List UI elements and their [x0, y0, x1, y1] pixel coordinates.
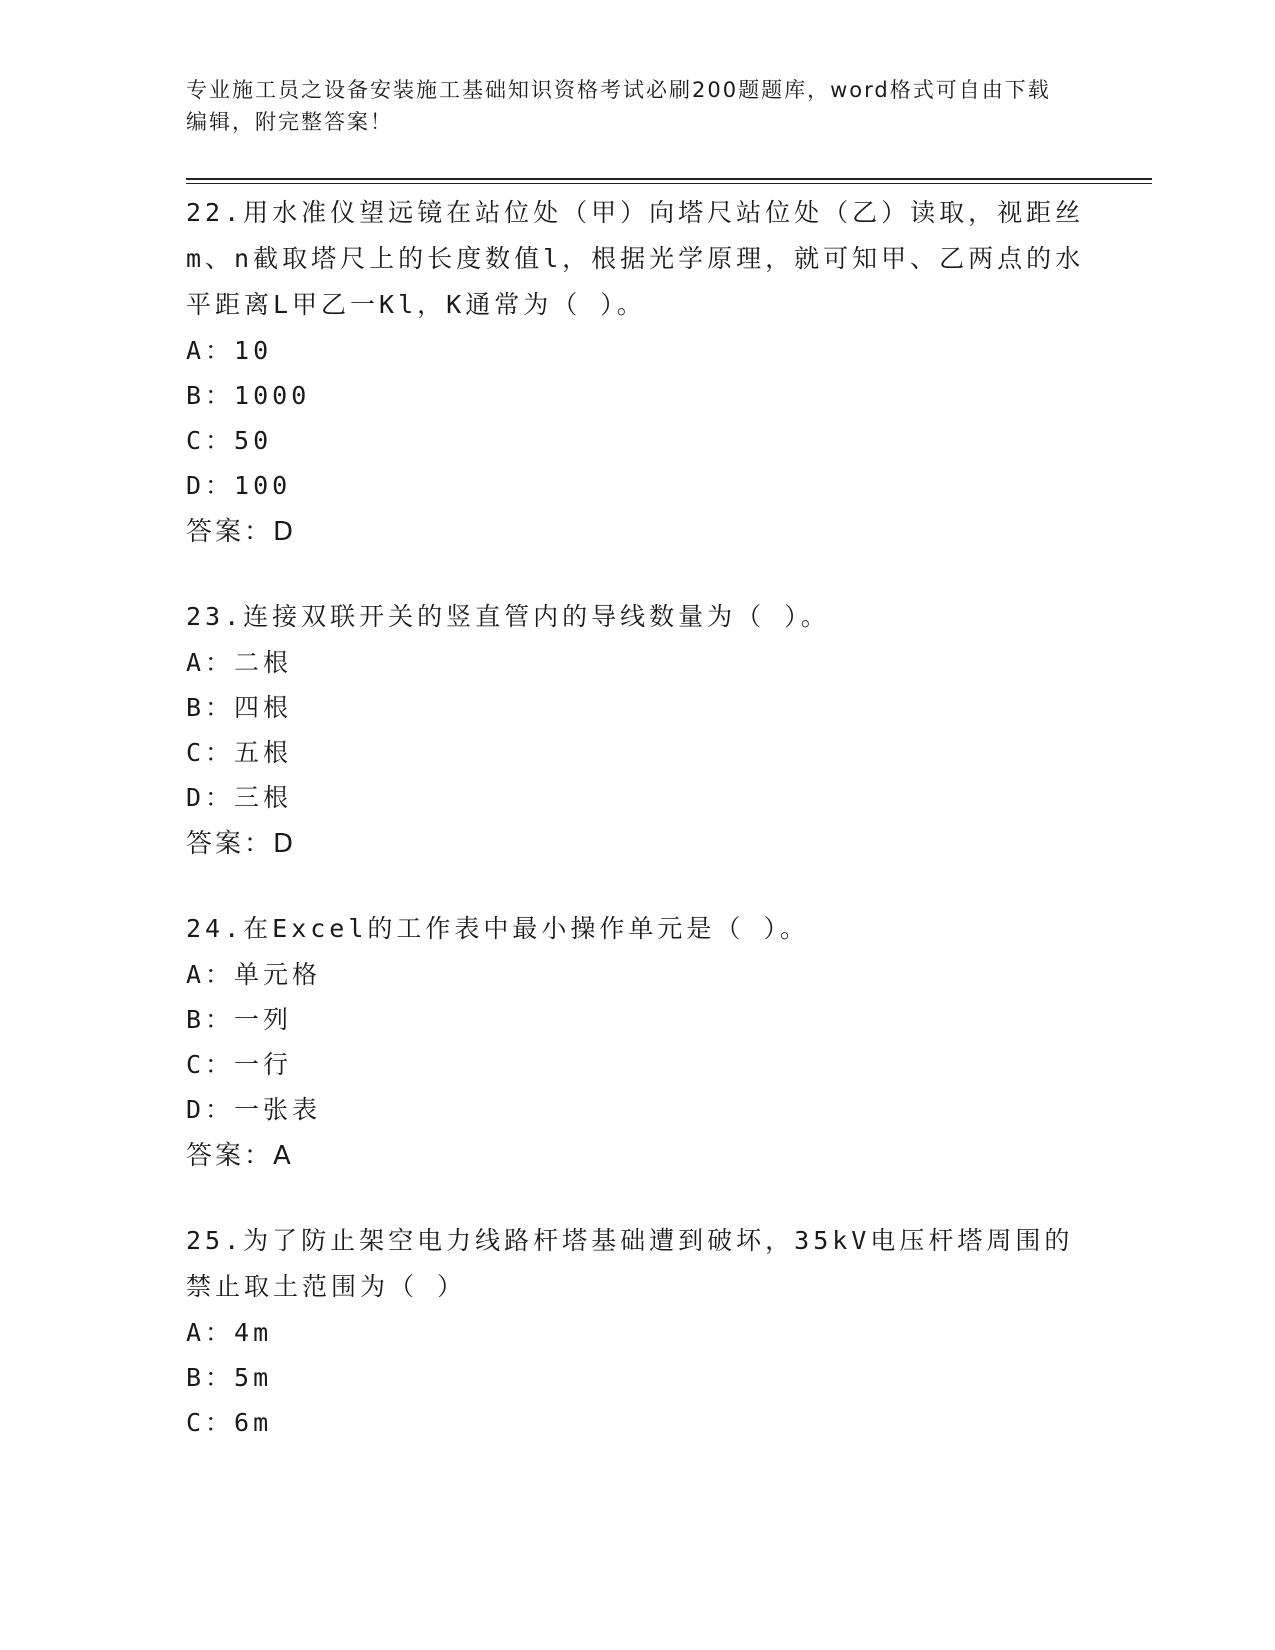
header-divider-thin [186, 183, 1152, 184]
option-c: C：50 [186, 426, 273, 455]
option-b: B：一列 [186, 1005, 293, 1034]
option-c: C：一行 [186, 1050, 293, 1079]
option-d: D：三根 [186, 783, 293, 812]
option-a: A：10 [186, 336, 273, 365]
document-header-title: 专业施工员之设备安装施工基础知识资格考试必刷200题题库，word格式可自由下载编辑，附完整答案！ [186, 78, 1051, 134]
question-stem: 22.用水准仪望远镜在站位处（甲）向塔尺站位处（乙）读取，视距丝m、n截取塔尺上的长度数值l，根据光学原理，就可知甲、乙两点的水平距离L甲乙一Kl，K通常为（ ）。 [186, 198, 1085, 319]
answer-line: 答案：D [186, 517, 297, 547]
option-b: B：5m [186, 1363, 273, 1392]
option-d: D：100 [186, 471, 292, 500]
question-25 [186, 1218, 1086, 1445]
question-stem: 24.在Excel的工作表中最小操作单元是（ ）。 [186, 914, 809, 943]
answer-line: 答案：A [186, 1141, 294, 1171]
question-22 [186, 190, 1086, 556]
option-a: A：二根 [186, 648, 293, 677]
question-23 [186, 594, 1086, 868]
option-c: C：五根 [186, 738, 293, 767]
option-b: B：1000 [186, 381, 311, 410]
question-list [186, 190, 1086, 1483]
option-a: A：单元格 [186, 960, 322, 989]
question-stem: 23.连接双联开关的竖直管内的导线数量为（ ）。 [186, 602, 830, 631]
question-24 [186, 906, 1086, 1180]
question-stem: 25.为了防止架空电力线路杆塔基础遭到破坏，35kV电压杆塔周围的禁止取土范围为（ ） [186, 1226, 1074, 1301]
header-divider-thick [186, 178, 1152, 180]
option-c: C：6m [186, 1408, 273, 1437]
option-d: D：一张表 [186, 1095, 322, 1124]
option-a: A：4m [186, 1318, 273, 1347]
option-b: B：四根 [186, 693, 293, 722]
answer-line: 答案：D [186, 829, 297, 859]
